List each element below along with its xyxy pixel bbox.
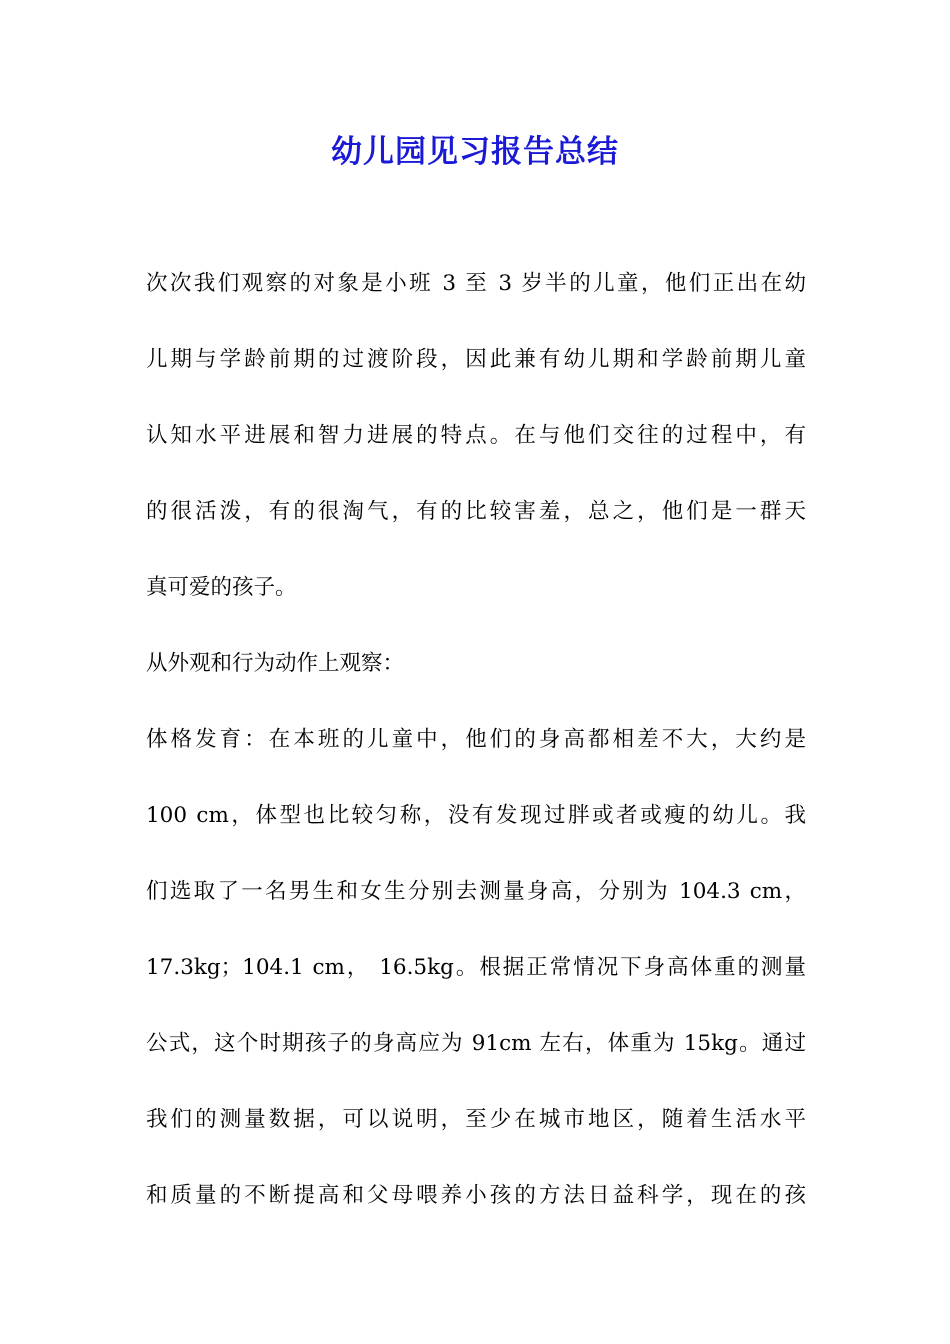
body-line: 次次我们观察的对象是小班 3 至 3 岁半的儿童，他们正出在幼 — [146, 271, 806, 296]
body-line: 我们的测量数据，可以说明，至少在城市地区，随着生活水平 — [146, 1107, 806, 1132]
body-line: 17.3kg；104.1 cm， 16.5kg。根据正常情况下身高体重的测量 — [146, 955, 806, 980]
body-line: 100 cm，体型也比较匀称，没有发现过胖或者或瘦的幼儿。我 — [146, 803, 806, 828]
body-line: 体格发育：在本班的儿童中，他们的身高都相差不大，大约是 — [146, 727, 806, 752]
body-line: 真可爱的孩子。 — [146, 575, 297, 600]
document-title: 幼儿园见习报告总结 — [331, 134, 619, 170]
body-line: 认知水平进展和智力进展的特点。在与他们交往的过程中，有 — [146, 423, 806, 448]
body-line: 公式，这个时期孩子的身高应为 91cm 左右，体重为 15kg。通过 — [146, 1031, 806, 1056]
document-body — [146, 246, 806, 1234]
body-line: 的很活泼，有的很淘气，有的比较害羞，总之，他们是一群天 — [146, 499, 806, 524]
body-line: 们选取了一名男生和女生分别去测量身高，分别为 104.3 cm， — [146, 879, 806, 904]
body-line: 和质量的不断提高和父母喂养小孩的方法日益科学，现在的孩 — [146, 1183, 806, 1208]
body-line: 儿期与学龄前期的过渡阶段，因此兼有幼儿期和学龄前期儿童 — [146, 347, 806, 372]
body-line: 从外观和行为动作上观察： — [146, 651, 405, 676]
